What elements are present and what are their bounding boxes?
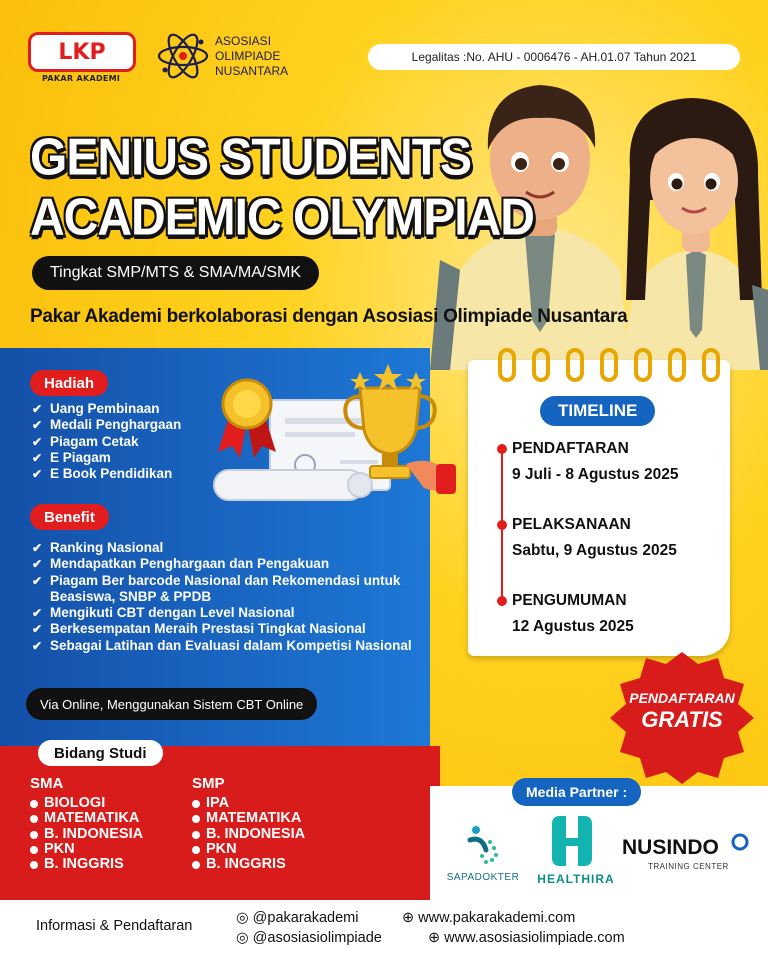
lkp-logo-subtitle: PAKAR AKADEMI — [42, 74, 121, 83]
timeline-event-title: PELAKSANAAN — [512, 516, 631, 533]
title-line-1: GENIUS STUDENTS — [30, 129, 472, 187]
footer-ig-2-text: @asosiasiolimpiade — [252, 930, 382, 946]
notepad-ring — [702, 348, 720, 382]
sapadokter-name: SAPADOKTER — [446, 872, 520, 883]
scroll-icon — [214, 470, 372, 500]
timeline-dot — [497, 444, 507, 454]
footer-ig-1[interactable] — [236, 910, 358, 926]
list-item: PKN — [30, 842, 190, 857]
smp-list — [192, 796, 372, 872]
medal-icon — [218, 380, 276, 458]
lkp-logo — [28, 32, 136, 86]
list-item: PKN — [192, 842, 372, 857]
list-item: ✔ Medali Penghargaan — [32, 417, 232, 433]
list-item: MATEMATIKA — [30, 811, 190, 826]
list-item: B. INGGRIS — [192, 857, 372, 872]
list-item: ✔ Piagam Ber barcode Nasional dan Rekomendasi untuk Beasiswa, SNBP & PPDB — [32, 573, 424, 606]
timeline-tag: TIMELINE — [540, 396, 655, 426]
list-item: ✔ E Book Pendidikan — [32, 466, 232, 482]
aon-line-3: NUSANTARA — [215, 64, 289, 78]
list-item: IPA — [192, 796, 372, 811]
aon-line-1: ASOSIASI — [215, 34, 272, 48]
timeline-event-date: 12 Agustus 2025 — [512, 618, 634, 635]
list-item: MATEMATIKA — [192, 811, 372, 826]
list-item: ✔ Sebagai Latihan dan Evaluasi dalam Kompetisi Nasional — [32, 638, 424, 654]
list-item: B. INGGRIS — [30, 857, 190, 872]
hadiah-list — [32, 401, 232, 482]
healthira-icon — [544, 814, 600, 868]
healthira-name: HEALTHIRA — [537, 872, 615, 886]
footer-web-1-text: www.pakarakademi.com — [418, 910, 576, 926]
nusindo-sub: TRAINING CENTER — [648, 862, 729, 871]
list-item: B. INDONESIA — [192, 827, 372, 842]
notepad-ring — [634, 348, 652, 382]
footer-web-2[interactable] — [428, 930, 625, 946]
instagram-icon: ◎ — [236, 930, 249, 946]
timeline-event-title: PENGUMUMAN — [512, 592, 627, 609]
footer-web-1[interactable] — [402, 910, 575, 926]
notepad-ring — [668, 348, 686, 382]
globe-icon: ⊕ — [402, 910, 415, 926]
sapadokter-icon — [464, 822, 504, 866]
healthira-logo — [536, 814, 616, 888]
sma-list — [30, 796, 190, 872]
gratis-line-2: GRATIS — [641, 707, 723, 732]
timeline-dot — [497, 596, 507, 606]
benefit-tag: Benefit — [30, 504, 109, 530]
sma-heading: SMA — [30, 775, 64, 792]
list-item: ✔ E Piagam — [32, 450, 232, 466]
notepad-ring — [532, 348, 550, 382]
girl-figure — [620, 98, 768, 370]
online-note: Via Online, Menggunakan Sistem CBT Online — [26, 688, 317, 720]
globe-icon: ⊕ — [428, 930, 441, 946]
footer-ig-2[interactable] — [236, 930, 382, 946]
footer-web-2-text: www.asosiasiolimpiade.com — [444, 930, 625, 946]
list-item: BIOLOGI — [30, 796, 190, 811]
prizes-illustration — [210, 360, 460, 510]
instagram-icon: ◎ — [236, 910, 249, 926]
notepad-ring — [600, 348, 618, 382]
list-item: ✔ Piagam Cetak — [32, 434, 232, 450]
collab-text: Pakar Akademi berkolaborasi dengan Asosiasi Olimpiade Nusantara — [30, 306, 628, 327]
list-item: ✔ Ranking Nasional — [32, 540, 424, 556]
hadiah-tag: Hadiah — [30, 370, 108, 396]
legal-badge: Legalitas :No. AHU - 0006476 - AH.01.07 Tahun 2021 — [368, 44, 740, 70]
nusindo-logo — [622, 832, 752, 878]
aon-line-2: OLIMPIADE — [215, 49, 281, 63]
footer-label: Informasi & Pendaftaran — [36, 918, 193, 934]
benefit-list — [32, 540, 424, 654]
list-item: ✔ Uang Pembinaan — [32, 401, 232, 417]
lkp-logo-box — [28, 32, 136, 72]
list-item: B. INDONESIA — [30, 827, 190, 842]
nusindo-icon — [730, 832, 750, 852]
list-item: ✔ Berkesempatan Meraih Prestasi Tingkat Nasional — [32, 621, 424, 637]
aon-logo — [155, 28, 305, 88]
nusindo-name: NUSINDO — [622, 836, 719, 859]
level-pill: Tingkat SMP/MTS & SMA/MA/SMK — [32, 256, 319, 290]
timeline-event-title: PENDAFTARAN — [512, 440, 629, 457]
timeline-event-date: Sabtu, 9 Agustus 2025 — [512, 542, 677, 559]
list-item: ✔ Mendapatkan Penghargaan dan Pengakuan — [32, 556, 424, 572]
timeline-dot — [497, 520, 507, 530]
footer-ig-1-text: @pakarakademi — [252, 910, 359, 926]
media-partner-tag: Media Partner : — [512, 778, 641, 806]
star-icons — [350, 364, 426, 390]
notepad-ring — [566, 348, 584, 382]
smp-heading: SMP — [192, 775, 225, 792]
atom-icon — [155, 28, 211, 84]
list-item: ✔ Mengikuti CBT dengan Level Nasional — [32, 605, 424, 621]
title-line-2: ACADEMIC OLYMPIAD — [30, 189, 534, 247]
bidang-tag: Bidang Studi — [38, 740, 163, 766]
timeline-event-date: 9 Juli - 8 Agustus 2025 — [512, 466, 679, 483]
lkp-logo-text: LKP — [58, 39, 106, 65]
sapadokter-logo — [438, 822, 528, 888]
gratis-line-1: PENDAFTARAN — [629, 690, 735, 706]
notepad-ring — [498, 348, 516, 382]
